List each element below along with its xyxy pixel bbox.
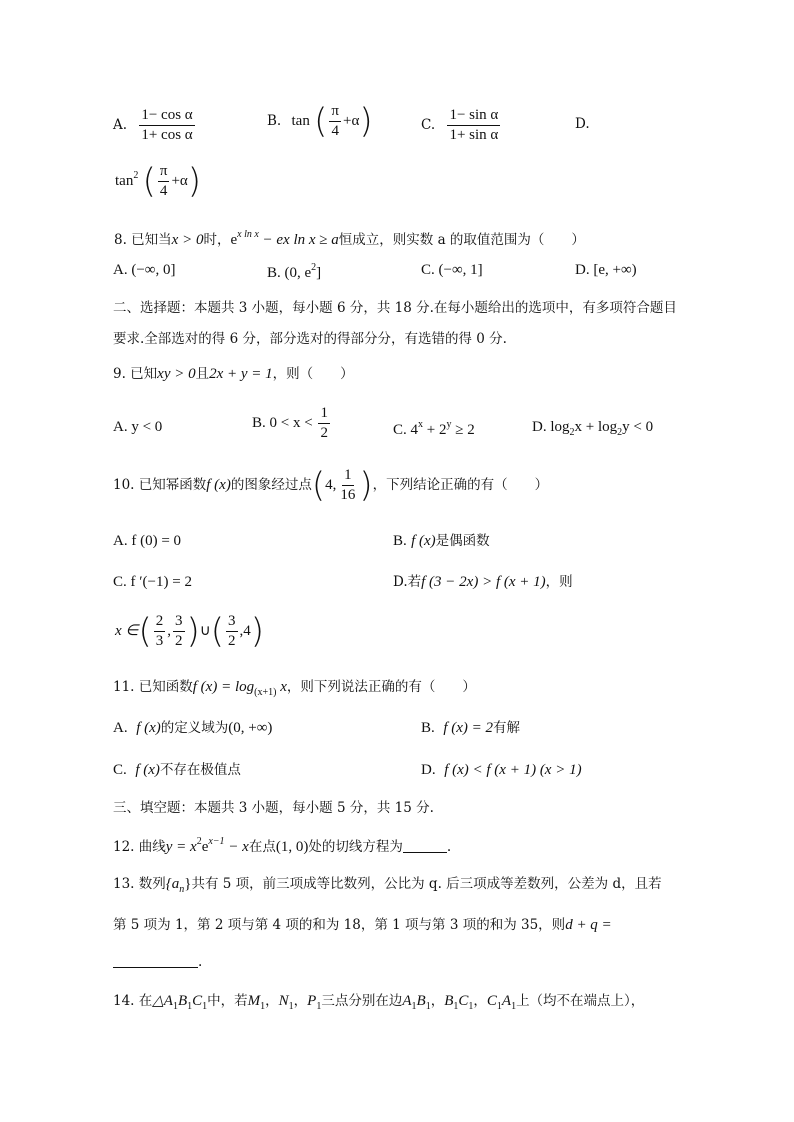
section2-line2: 要求.全部选对的得 6 分，部分选对的得部分分，有选错的得 0 分.	[113, 331, 507, 347]
q13-answer-blank	[113, 967, 198, 968]
q7-option-a: A. $\frac{\text{1− cos α}}{\text{1+ cos α}}$	[113, 107, 193, 143]
q13-line3: .	[113, 956, 202, 970]
q11-stem: 11. 已知函数f $(x) = \log_{(x+1)} x$，则下列说法正确的有（ ）	[113, 679, 476, 698]
q13-line2: 第 5 项为 1，第 2 项与第 4 项的和为 18，第 1 项与第 3 项的和为 35，则d + q =	[113, 917, 612, 933]
q10-option-d-answer: x ∈( $\frac{2}{3}$ , $\frac{3}{2}$ )∪( $\frac{3}{2}$ ,4)	[115, 611, 265, 652]
q7-option-a-fraction: $\frac{\text{1− cos α}}{\text{1+ cos α}}$	[141, 107, 193, 143]
q10-option-a: A. f (0) = 0	[113, 533, 182, 549]
q8-stem: 8. 已知当x > 0时，$e^{x ln x}$ − ex ln x ≥ a恒成立，则实数 a 的取值范围为（ ）	[114, 229, 585, 248]
q8-option-c: C. (−∞, 1]	[421, 262, 483, 278]
q7-option-c: C. $\frac{\text{1− sin α}}{\text{1+ sin α}}$	[421, 107, 499, 143]
q8-option-b: B. (0, $e^2$]	[267, 262, 322, 281]
q11-option-d: D. f (x) < f (x + 1) (x > 1)	[421, 762, 582, 778]
section2-line1: 二、选择题：本题共 3 小题，每小题 6 分，共 18 分.在每小题给出的选项中，有多项符合题目	[113, 300, 677, 316]
q12-answer-blank	[403, 852, 447, 853]
q7-option-d-expr: $\tan^2$ ( $\frac{\pi}{4}$ +α)	[115, 161, 202, 202]
q8-option-d: D. [e, +∞)	[575, 262, 637, 278]
q11-option-c: C. f (x)不存在极值点	[113, 762, 241, 778]
q10-option-b: B. f (x)是偶函数	[393, 533, 490, 549]
q9-option-b: B. 0 < x < $\frac{1}{2}$	[252, 405, 328, 441]
q9-option-a: A. y < 0	[113, 419, 163, 435]
q10-option-d: D.若f (3 − 2x) > f (x + 1)，则	[393, 574, 573, 590]
q11-option-a: A. f (x)的定义域为(0, +∞)	[113, 720, 273, 736]
q10-option-c: C. f ′(−1) = 2	[113, 574, 192, 590]
q7-option-d-label: D.	[575, 116, 590, 132]
q12-stem: 12. 曲线$y = x^2e^{x-1} - x$在点(1, 0)处的切线方程为 .	[113, 836, 452, 855]
q7-option-b: B. tan ( $\frac{\pi}{4}$ +α)	[267, 101, 373, 142]
section3-heading: 三、填空题：本题共 3 小题，每小题 5 分，共 15 分.	[113, 800, 434, 816]
q11-option-b: B. f (x) = 2有解	[421, 720, 521, 736]
q9-option-d: D. $\log_2x + \log_2y < 0$	[532, 419, 654, 438]
q14-stem: 14. 在$\triangle A_1B_1C_1$中，若$M_1$，$N_1$，$P_1$三点分别在边$A_1B_1$，$B_1C_1$，$C_1A_1$上（均不在端点上），	[113, 993, 645, 1012]
q10-stem: 10. 已知幂函数f (x)的图象经过点(4, $\frac{1}{16}$ )，下列结论正确的有（ ）	[113, 465, 549, 506]
q8-option-a: A. (−∞, 0]	[113, 262, 176, 278]
q9-option-c: C. $4^x + 2^y \ge 2$	[393, 419, 475, 438]
q9-stem: 9. 已知xy > 0且2x + y = 1，则（ ）	[113, 366, 354, 382]
q13-line1: 13. 数列$\{a_n\}$共有 5 项，前三项成等比数列，公比为 q. 后三项成等差数列，公差为 d，且若	[113, 876, 662, 895]
